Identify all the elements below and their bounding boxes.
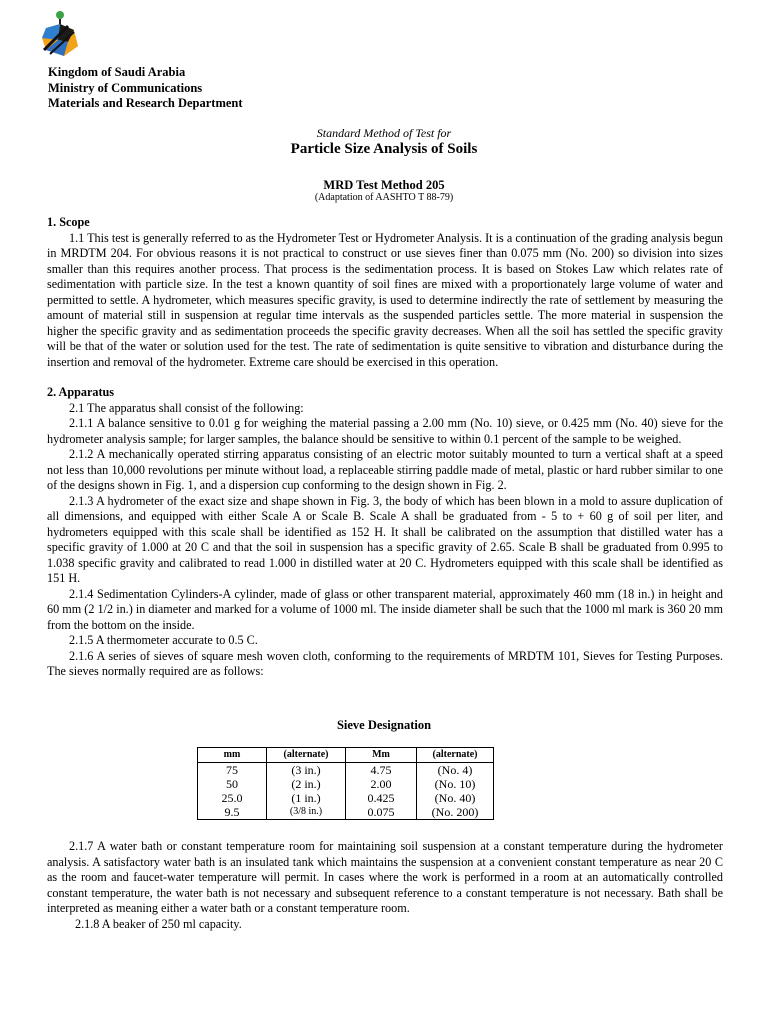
table-cell: (No. 10) xyxy=(417,777,494,791)
document-body-lower xyxy=(47,839,723,932)
paragraph-2-1-2: 2.1.2 A mechanically operated stirring apparatus consisting of an electric motor suitably mounted to turn a vertical shaft at a speed not less than 10,000 revolutions per minute without load, a replaceable stirring paddle made of metal, plastic or hard rubber similar to one of the designs shown in Fig. 1, and a dispersion cup conforming to the design shown in Fig. 2. xyxy=(47,447,723,492)
table-cell: (No. 40) xyxy=(417,791,494,805)
table-row xyxy=(198,763,494,778)
table-cell: 0.425 xyxy=(346,791,417,805)
table-cell: 50 xyxy=(198,777,267,791)
paragraph-2-1-5: 2.1.5 A thermometer accurate to 0.5 C. xyxy=(69,633,258,647)
org-line-ministry: Ministry of Communications xyxy=(48,80,203,95)
table-cell: 9.5 xyxy=(198,805,267,820)
document-subtitle: Standard Method of Test for xyxy=(316,126,452,140)
paragraph-2-1: 2.1 The apparatus shall consist of the following: xyxy=(69,400,304,415)
org-line-department: Materials and Research Department xyxy=(48,96,243,110)
sieve-table-title: Sieve Designation xyxy=(336,718,432,732)
table-cell: (No. 200) xyxy=(417,805,494,820)
paragraph-2-1-4: 2.1.4 Sedimentation Cylinders-A cylinder, made of glass or other transparent material, approximately 460 mm (18 in.) in height and 60 mm (2 1/2 in.) in diameter and marked for a volume of 1000 ml. The inside diameter shall be such that the 1000 ml mark is 360 20 mm from the bottom on the inside. xyxy=(47,586,723,632)
document-body-upper xyxy=(47,215,723,680)
test-method-number: MRD Test Method 205 xyxy=(323,178,445,192)
document-title: Particle Size Analysis of Soils xyxy=(290,141,478,157)
ministry-logo xyxy=(38,10,82,60)
section-apparatus-heading: 2. Apparatus xyxy=(47,385,115,399)
table-cell: 2.00 xyxy=(346,777,417,791)
paragraph-2-1-7: 2.1.7 A water bath or constant temperature room for maintaining soil suspension at a constant temperature during the hydrometer analysis. A satisfactory water bath is an insulated tank which maintains the suspension at a convenient constant temperature as near 20 C as the room and faucet-water temperature will permit. In cases where the work is performed in a room at an automatically controlled constant temperature, the water bath is not necessary and subsequent reference to a constant temperature is not necessary. Bath shall be interpreted as meaning either a water bath or a constant temperature room. xyxy=(47,839,723,915)
paragraph-2-1-3: 2.1.3 A hydrometer of the exact size and shape shown in Fig. 3, the body of which has been blown in a mold to assure duplication of all dimensions, and equipped with either Scale A or Scale B. Scale A shall be graduated from - 5 to + 60 g of soil per liter, and hydrometers equipped with this scale shall be identified as 152 H. It shall be calibrated on the assumption that distilled water has a specific gravity of 1.000 at 20 C and that the soil in suspension has a specific gravity of 2.65. Scale B shall be graduated from 0.995 to 1.038 specific gravity and calibrated to read 1.000 in distilled water at 20 C. Hydrometers equipped with this scale shall be identified as 151 H. xyxy=(47,493,723,585)
table-header-cell: Mm xyxy=(346,748,417,763)
table-cell: (3 in.) xyxy=(267,763,346,778)
table-cell: (3/8 in.) xyxy=(267,805,346,820)
organization-block xyxy=(48,65,243,112)
table-header-cell: mm xyxy=(198,748,267,763)
paragraph-2-1-8: 2.1.8 A beaker of 250 ml capacity. xyxy=(75,916,242,931)
section-scope-heading: 1. Scope xyxy=(47,215,90,229)
adaptation-note: (Adaptation of AASHTO T 88-79) xyxy=(314,192,454,203)
paragraph-1-1: 1.1 This test is generally referred to as the Hydrometer Test or Hydrometer Analysis. It is a continuation of the grading analysis begun in MRDTM 204. For obvious reasons it is not practical to construct or use sieves finer than 0.075 mm (No. 200) so division into sizes smaller than this requires another process. That process is the sedimentation process. It is based on Stokes Law which relates rate of sedimentation with particle size. In the test a known quantity of soil fines are mixed with a proportionately large volume of water and permitted to settle. A hydrometer, which measures specific gravity, is used to determine indirectly the rate of settlement by measuring the amount of material still in suspension at regular time intervals as the suspended particles settle. The more material in suspension the higher the specific gravity and as sedimentation proceeds the specific gravity decreases. When all the soil has settled the specific gravity will be that of the water or solution used for the test. The rate of sedimentation is quite sensitive to vibration and disturbance during the insertion and removal of the hydrometer. Extreme care should be exercised in this operation. xyxy=(47,230,723,369)
org-line-kingdom: Kingdom of Saudi Arabia xyxy=(48,65,186,79)
table-row xyxy=(198,777,494,791)
table-cell: 0.075 xyxy=(346,805,417,820)
paragraph-2-1-1: 2.1.1 A balance sensitive to 0.01 g for weighing the material passing a 2.00 mm (No. 10) sieve, or 0.425 mm (No. 40) sieve for the hydrometer analysis sample; for larger samples, the balance should be sensitive to within 0.1 percent of the sample to be weighed. xyxy=(47,416,723,446)
table-header-row xyxy=(198,748,494,763)
table-cell: 25.0 xyxy=(198,791,267,805)
table-cell: 75 xyxy=(198,763,267,778)
table-cell: (2 in.) xyxy=(267,777,346,791)
table-cell: 4.75 xyxy=(346,763,417,778)
table-cell: (No. 4) xyxy=(417,763,494,778)
sieve-designation-table xyxy=(197,747,494,820)
table-header-cell: (alternate) xyxy=(417,748,494,763)
table-cell: (1 in.) xyxy=(267,791,346,805)
table-row xyxy=(198,791,494,805)
paragraph-2-1-6: 2.1.6 A series of sieves of square mesh woven cloth, conforming to the requirements of MRDTM 101, Sieves for Testing Purposes. The sieves normally required are as follows: xyxy=(47,648,723,678)
table-header-cell: (alternate) xyxy=(267,748,346,763)
table-row xyxy=(198,805,494,820)
